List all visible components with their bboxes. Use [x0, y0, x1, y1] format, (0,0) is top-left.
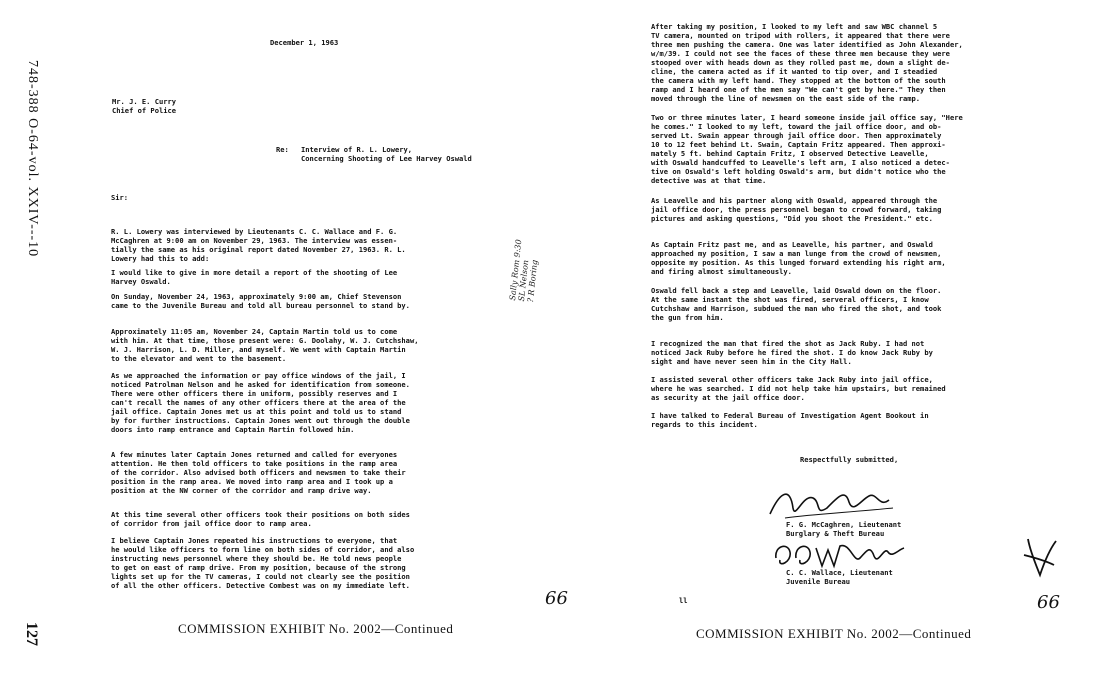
signature-block-mccaghren: F. G. McCaghren, Lieutenant Burglary & Theft Bureau — [786, 520, 902, 538]
right-paragraph: I recognized the man that fired the shot as Jack Ruby. I had not noticed Jack Ruby before he fired the shot. I do know Jack Ruby by sight and have never seen him in the City Hall. — [651, 339, 933, 366]
left-paragraph: R. L. Lowery was interviewed by Lieutenants C. C. Wallace and F. G. McCaghren at 9:00 am on November 29, 1963. The interview was essen- tially the same as his original report dated November 27, 1963. R. L. Lowery had this to add: — [111, 227, 406, 263]
exhibit-caption: COMMISSION EXHIBIT No. 2002—Continued — [696, 626, 972, 641]
volume-spine-text: 748-388 O-64-vol. XXIV---10 — [25, 60, 40, 258]
addressee: Mr. J. E. Curry Chief of Police — [112, 97, 177, 115]
exhibit-caption: COMMISSION EXHIBIT No. 2002—Continued — [178, 621, 454, 636]
salutation: Sir: — [111, 193, 129, 202]
right-paragraph: I assisted several other officers take Jack Ruby into jail office, where he was searched. I did not help take him upstairs, but remained as security at the jail office door. — [651, 375, 946, 402]
right-paragraph: Oswald fell back a step and Leavelle, laid Oswald down on the floor. At the same instant the shot was fired, serveral officers, I know Cutchshaw and Harrison, subdued the man who fired the shot, and took the gun from him. — [651, 286, 942, 322]
right-paragraph: Two or three minutes later, I heard someone inside jail office say, "Here he comes." I looked to my left, toward the jail office door, and ob- served Lt. Swain appear through jail office door. Then approximately 10 to 12 feet behind Lt. Swain, Captain Fritz appeared. Then approxi- mately 5 ft. behind Captain Fritz, I observed Detective Leavelle, with Oswald handcuffed to Leavelle's left arm, I also noticed a detec- tive on Oswald's left holding Oswald's arm, but didn't notice who the detective was at that time. — [651, 113, 963, 185]
left-paragraph: I believe Captain Jones repeated his instructions to everyone, that he would like officers to form line on both sides of corridor, and also instructing news personnel where they should be. He told news people to get on east of ramp drive. From my position, because of the strong lights set up for the TV cameras, I could not clearly see the position of all the other officers. Detective Combest was on my immediate left. — [111, 536, 415, 590]
left-paragraph: A few minutes later Captain Jones returned and called for everyones attention. He then told officers to take positions in the ramp area of the corridor. Also advised both officers and newsmen to take their position in the ramp area. We moved into ramp area and I took up a position at the NW corner of the corridor and ramp drive way. — [111, 450, 406, 495]
right-paragraph: As Leavelle and his partner along with Oswald, appeared through the jail office door, the press personnel began to crowd forward, taking pictures and asking questions, "Did you shoot the President." etc. — [651, 196, 942, 223]
right-document-page — [600, 0, 1070, 691]
re-label: Re: — [276, 145, 289, 154]
left-paragraph: As we approached the information or pay office windows of the jail, I noticed Patrolman Nelson and he asked for identification from someone. There were other officers there in uniform, possibly reserves and I can't recall the names of any other officers there at the area of the jail office. Captain Jones met us at this point and told us to stand by for further instructions. Captain Jones went out through the double doors into ramp entrance and Captain Martin followed him. — [111, 371, 410, 434]
handwritten-margin-note: Sally Rom 9:30 SL Nelson ? R Boring — [508, 238, 540, 303]
right-paragraph: After taking my position, I looked to my left and saw WBC channel 5 TV camera, mounted on tripod with rollers, it appeared that there were three men pushing the camera. One was later identified as John Alexander, w/m/39. I could not see the faces of these three men because they were stooped over with heads down as they rolled past me, down a slight de- cline, the camera acted as if it wanted to tip over, and I steadied the camera with my left hand. They stopped at the bottom of the south ramp and I heard one of the men say "We can't get by here." They then moved through the line of newsmen on the east side of the ramp. — [651, 22, 963, 103]
typist-initials: ll — [679, 596, 688, 605]
letter-date: December 1, 1963 — [270, 38, 339, 47]
right-paragraph: I have talked to Federal Bureau of Investigation Agent Bookout in regards to this incident. — [651, 411, 929, 429]
handwritten-page-mark: 66 — [1037, 592, 1060, 613]
right-paragraph: As Captain Fritz past me, and as Leavelle, his partner, and Oswald approached my position, I saw a man lunge from the crowd of newsmen, opposite my position. As this lunged forward extending his right arm, and firing almost simultaneously. — [651, 240, 946, 276]
page-number: 127 — [23, 622, 40, 646]
left-paragraph: On Sunday, November 24, 1963, approximately 9:00 am, Chief Stevenson came to the Juvenile Bureau and told all bureau personnel to stand by. — [111, 292, 410, 310]
left-paragraph: At this time several other officers took their positions on both sides of corridor from jail office door to ramp area. — [111, 510, 410, 528]
left-paragraph: I would like to give in more detail a report of the shooting of Lee Harvey Oswald. — [111, 268, 398, 286]
left-document-page — [60, 0, 568, 691]
handwritten-check-mark — [1020, 535, 1060, 579]
closing-line: Respectfully submitted, — [800, 455, 899, 464]
handwritten-page-mark: 66 — [545, 588, 568, 609]
signature-block-wallace: C. C. Wallace, Lieutenant Juvenile Bureau — [786, 568, 893, 586]
left-paragraph: Approximately 11:05 am, November 24, Captain Martin told us to come with him. At that time, those present were: G. Doolahy, W. J. Cutchshaw, W. J. Harrison, L. D. Miller, and myself. We went with Captain Martin to the elevator and went to the basement. — [111, 327, 419, 363]
re-subject: Interview of R. L. Lowery, Concerning Shooting of Lee Harvey Oswald — [301, 145, 472, 163]
